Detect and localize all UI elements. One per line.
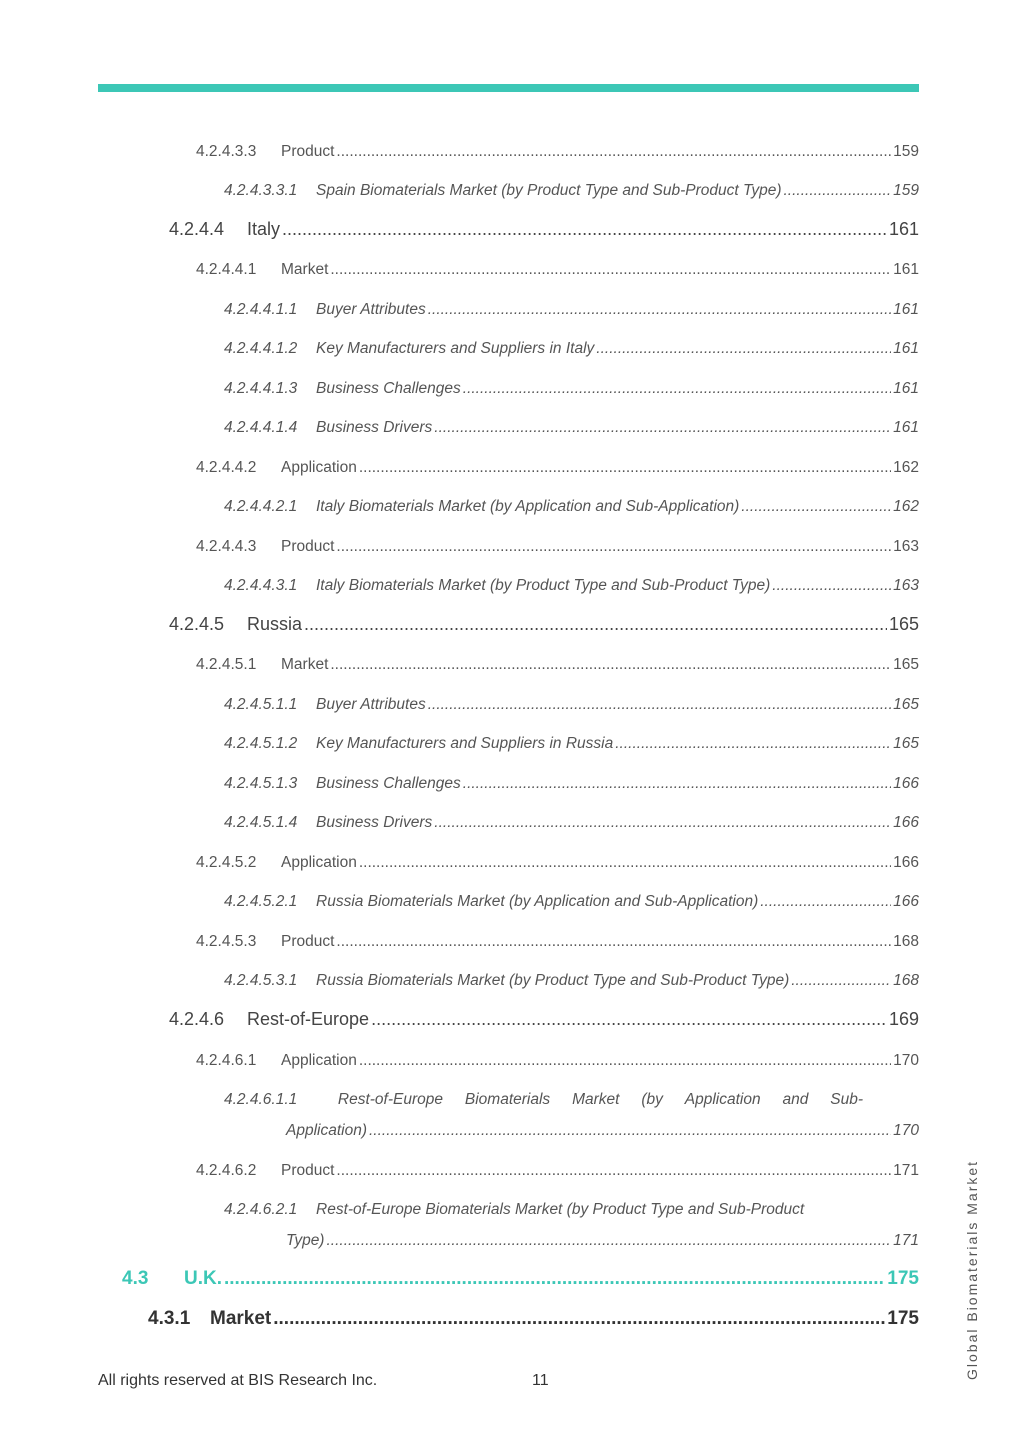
toc-leader-dots [428, 696, 891, 714]
toc-entry-number: 4.2.4.6.1.1 [224, 1091, 298, 1108]
toc-entry-page: 169 [888, 1009, 919, 1029]
toc-entry[interactable] [224, 340, 919, 358]
toc-entry-number: 4.2.4.4 [169, 219, 225, 239]
toc-entry-page: 165 [893, 696, 919, 713]
toc-entry-page: 166 [893, 775, 919, 792]
toc-entry-number: 4.2.4.4.3 [196, 538, 257, 555]
toc-entry[interactable] [169, 219, 919, 240]
toc-entry-title: Application) [286, 1122, 367, 1139]
toc-entry[interactable] [224, 301, 919, 319]
toc-entry[interactable] [224, 498, 919, 516]
toc-leader-dots [282, 219, 887, 240]
toc-entry-title-word: and [782, 1091, 809, 1108]
toc-leader-dots [330, 261, 891, 279]
toc-entry-page: 159 [893, 182, 919, 199]
toc-entry[interactable] [196, 1052, 919, 1070]
toc-entry[interactable] [224, 182, 919, 200]
toc-entry-number: 4.2.4.4.1 [196, 261, 257, 278]
toc-entry-number: 4.2.4.5.1.2 [224, 735, 298, 752]
toc-entry[interactable] [196, 933, 919, 951]
toc-entry-title: Buyer Attributes [316, 301, 426, 318]
toc-leader-dots [760, 893, 891, 911]
toc-leader-dots [428, 301, 891, 319]
toc-entry-number: 4.2.4.3.3 [196, 143, 257, 160]
toc-entry-number: 4.2.4.6.2 [196, 1162, 257, 1179]
toc-entry-number: 4.2.4.4.1.3 [224, 380, 298, 397]
toc-entry-title: Business Challenges [316, 380, 461, 397]
toc-entry-number: 4.2.4.4.3.1 [224, 577, 298, 594]
toc-entry[interactable] [196, 854, 919, 872]
toc-leader-dots [336, 933, 891, 951]
toc-entry-title: Key Manufacturers and Suppliers in Italy [316, 340, 595, 357]
toc-leader-dots [596, 340, 891, 358]
toc-leader-dots [772, 577, 891, 595]
toc-entry-page: 161 [893, 380, 919, 397]
toc-entry-number: 4.2.4.4.1.4 [224, 419, 298, 436]
toc-entry-title-word: (by [641, 1091, 663, 1108]
toc-entry-title: Market [281, 656, 329, 673]
toc-entry-number: 4.2.4.5.3.1 [224, 972, 298, 989]
toc-entry[interactable] [196, 143, 919, 161]
toc-leader-dots [359, 854, 891, 872]
toc-leader-dots [304, 614, 887, 635]
toc-entry-title: Application [281, 1052, 357, 1069]
toc-entry-title: Market [281, 261, 329, 278]
toc-leader-dots [359, 1052, 891, 1070]
toc-entry-number: 4.2.4.3.3.1 [224, 182, 298, 199]
toc-entry-title: Spain Biomaterials Market (by Product Type and Sub-Product Type) [316, 182, 782, 199]
toc-entry-number: 4.2.4.6 [169, 1009, 225, 1029]
toc-entry-page: 166 [893, 854, 919, 871]
toc-entry-title: Market [210, 1308, 272, 1329]
toc-entry-title: Business Drivers [316, 814, 433, 831]
toc-entry-page: 163 [893, 538, 919, 555]
footer-copyright: All rights reserved at BIS Research Inc. [98, 1372, 378, 1389]
toc-entry-title-continued: Type) [286, 1232, 325, 1249]
side-document-title: Global Biomaterials Market [964, 1159, 980, 1380]
toc-entry[interactable] [196, 459, 919, 477]
toc-entry-page: 168 [893, 933, 919, 950]
toc-leader-dots [784, 182, 892, 200]
toc-leader-dots [791, 972, 891, 990]
toc-entry[interactable] [224, 696, 919, 714]
toc-entry-page: 168 [893, 972, 919, 989]
toc-entry[interactable] [224, 893, 919, 911]
toc-entry[interactable] [196, 538, 919, 556]
toc-entry-page: 159 [893, 143, 919, 160]
toc-entry-title-word: Market [572, 1091, 620, 1108]
toc-entry-number: 4.2.4.6.1 [196, 1052, 257, 1069]
toc-entry-page: 161 [893, 340, 919, 357]
toc-entry-title: Rest-of-Europe [247, 1009, 370, 1029]
toc-leader-dots [371, 1009, 887, 1030]
toc-leader-dots [434, 814, 891, 832]
toc-entry-page: 166 [893, 893, 919, 910]
toc-entry-title: Russia Biomaterials Market (by Application and Sub-Application) [316, 893, 759, 910]
toc-leader-dots [224, 1268, 885, 1290]
toc-entry-title: Business Challenges [316, 775, 461, 792]
toc-leader-dots [326, 1232, 891, 1250]
toc-entry-page: 170 [893, 1122, 919, 1139]
toc-entry-page: 175 [887, 1308, 919, 1329]
toc-entry-number: 4.2.4.4.1.2 [224, 340, 298, 357]
toc-entry-title: Key Manufacturers and Suppliers in Russia [316, 735, 614, 752]
toc-entry-page: 161 [888, 219, 919, 239]
toc-leader-dots [336, 538, 891, 556]
toc-entry-number: 4.2.4.5.2 [196, 854, 257, 871]
toc-entry-title: Russia Biomaterials Market (by Product Type and Sub-Product Type) [316, 972, 790, 989]
toc-leader-dots [359, 459, 891, 477]
toc-entry[interactable] [224, 775, 919, 793]
toc-entry[interactable] [196, 261, 919, 279]
toc-entry-page: 165 [893, 735, 919, 752]
toc-entry-title: Product [281, 1162, 335, 1179]
toc-entry-number: 4.2.4.6.2.1 [224, 1201, 298, 1218]
toc-entry[interactable] [224, 380, 919, 398]
toc-entry[interactable] [224, 972, 919, 990]
toc-entry-number: 4.2.4.5 [169, 614, 225, 634]
toc-entry-title: Italy [247, 219, 281, 239]
toc-entry-page: 165 [888, 614, 919, 634]
toc-entry-title: Russia [247, 614, 303, 634]
toc-entry[interactable] [224, 419, 919, 437]
toc-entry[interactable] [148, 1308, 919, 1330]
toc-leader-dots [615, 735, 891, 753]
toc-entry-title: Product [281, 538, 335, 555]
toc-entry-number: 4.2.4.5.1.4 [224, 814, 298, 831]
toc-entry[interactable] [196, 656, 919, 674]
toc-entry-title: Italy Biomaterials Market (by Application and Sub-Application) [316, 498, 740, 515]
toc-entry-title: Business Drivers [316, 419, 433, 436]
toc-entry-title: Rest-of-Europe Biomaterials Market (by Product Type and Sub-Product [316, 1201, 805, 1218]
toc-entry[interactable] [224, 577, 919, 595]
toc-entry-number: 4.2.4.4.1.1 [224, 301, 298, 318]
toc-entry[interactable] [224, 1091, 919, 1139]
toc-leader-dots [336, 1162, 891, 1180]
toc-entry-title-word: Biomaterials [464, 1091, 551, 1108]
toc-entry-number: 4.3.1 [148, 1308, 191, 1329]
toc-entry-page: 163 [893, 577, 919, 594]
toc-entry-title-word: Application [684, 1091, 761, 1108]
toc-leader-dots [273, 1308, 885, 1330]
toc-entry-page: 175 [887, 1268, 919, 1289]
toc-leader-dots [463, 380, 891, 398]
toc-entry[interactable] [169, 1009, 919, 1030]
toc-entry-page: 165 [893, 656, 919, 673]
toc-entry[interactable] [224, 814, 919, 832]
toc-entry[interactable] [224, 1201, 919, 1249]
toc-leader-dots [336, 143, 891, 161]
toc-entry-title: Product [281, 143, 335, 160]
toc-entry-number: 4.2.4.5.2.1 [224, 893, 298, 910]
toc-entry-title-word: Sub- [830, 1091, 863, 1108]
toc-entry-page: 166 [893, 814, 919, 831]
toc-entry-page: 161 [893, 261, 919, 278]
toc-entry-title: Italy Biomaterials Market (by Product Type and Sub-Product Type) [316, 577, 771, 594]
toc-entry-number: 4.2.4.4.2 [196, 459, 257, 476]
toc-entry-title: U.K. [184, 1268, 222, 1289]
toc-entry[interactable] [196, 1162, 919, 1180]
toc-entry-page: 161 [893, 301, 919, 318]
toc-leader-dots [434, 419, 891, 437]
toc-entry-title: Application [281, 459, 357, 476]
toc-entry-title-word: Rest-of-Europe [337, 1091, 443, 1108]
toc-leader-dots [330, 656, 891, 674]
toc-leader-dots [741, 498, 891, 516]
toc-entry-page: 170 [893, 1052, 919, 1069]
toc-entry-page: 161 [893, 419, 919, 436]
toc-entry-number: 4.2.4.5.1.1 [224, 696, 298, 713]
toc-leader-dots [369, 1122, 891, 1140]
toc-entry-title: Buyer Attributes [316, 696, 426, 713]
toc-entry-number: 4.2.4.4.2.1 [224, 498, 298, 515]
toc-entry-page: 171 [893, 1232, 919, 1249]
toc-entry[interactable] [122, 1268, 919, 1290]
toc-entry[interactable] [224, 735, 919, 753]
toc-entry-page: 162 [893, 459, 919, 476]
toc-entry-number: 4.2.4.5.1.3 [224, 775, 298, 792]
toc-entry-page: 162 [893, 498, 919, 515]
toc-entry-number: 4.2.4.5.3 [196, 933, 257, 950]
toc-entry-title: Application [281, 854, 357, 871]
toc-entry-page: 171 [893, 1162, 919, 1179]
toc-leader-dots [463, 775, 891, 793]
toc-entry-number: 4.3 [122, 1268, 149, 1289]
toc-entry-number: 4.2.4.5.1 [196, 656, 257, 673]
toc-entry-title: Product [281, 933, 335, 950]
toc-entry[interactable] [169, 614, 919, 635]
footer-page-number: 11 [532, 1372, 549, 1389]
